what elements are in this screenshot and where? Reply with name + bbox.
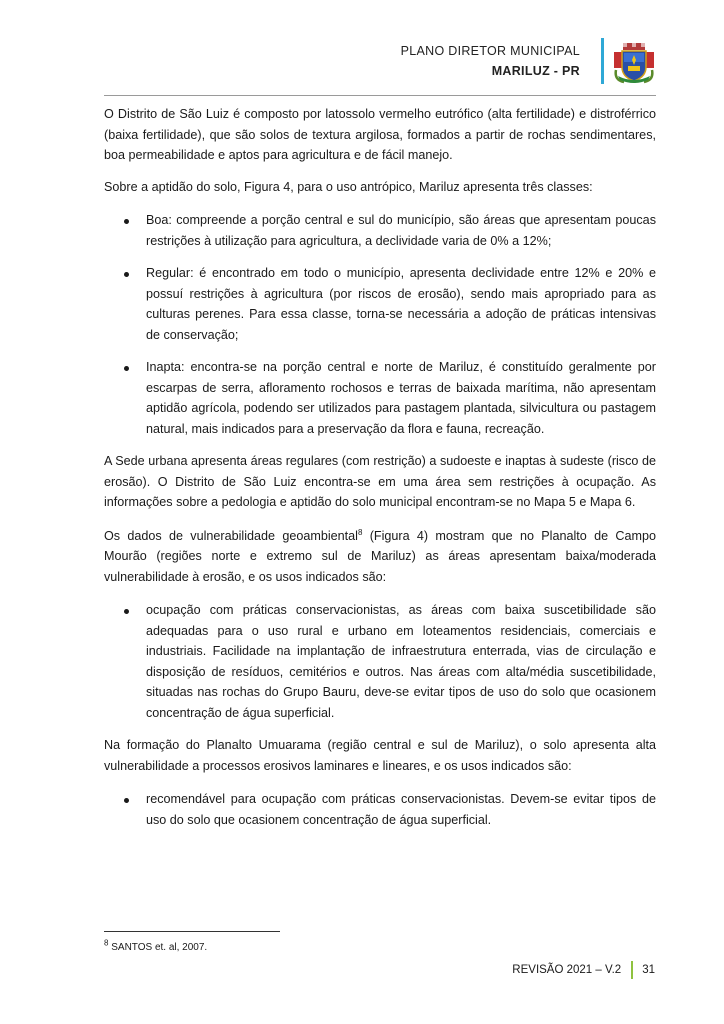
list-item: [104, 789, 656, 830]
paragraph-soil-aptitude-intro: Sobre a aptidão do solo, Figura 4, para o uso antrópico, Mariluz apresenta três classes:: [104, 179, 593, 194]
header-divider: [104, 95, 656, 96]
page-number: 31: [642, 964, 655, 976]
footnote-reference[interactable]: 8: [357, 527, 363, 537]
aptitude-classes-list: [104, 210, 656, 439]
campo-mourao-uses-list: [104, 600, 656, 723]
list-item: [104, 600, 656, 723]
bullet-icon: [124, 609, 129, 614]
list-item: [104, 357, 656, 439]
list-item-text: Inapta: encontra-se na porção central e norte de Mariluz, é constituído geralmente por escarpas de serra, afloramento rochosos e terras de baixada marítima, não apresentam aptidão agrícola, podendo ser utilizados para pastagem plantada, silvicultura ou pastagem natural, mais indicados para a preservação da flora e fauna, recreação.: [146, 360, 656, 436]
paragraph-sao-luiz-soils: O Distrito de São Luiz é composto por latossolo vermelho eutrófico (alta fertilidade) e distroférrico (baixa fertilidade), que são solos de textura argilosa, formados a partir de rochas sendimentares, boa permeabilidade e aptos para agricultura e de fácil manejo.: [104, 107, 656, 162]
list-item: [104, 210, 656, 251]
bullet-icon: [124, 366, 129, 371]
revision-label: REVISÃO 2021 – V.2: [512, 964, 622, 976]
footnote: [104, 938, 208, 953]
paragraph-text-start: Os dados de vulnerabilidade geoambiental: [104, 528, 358, 543]
municipal-coat-of-arms-icon: [612, 40, 656, 84]
document-body: [104, 104, 656, 842]
bullet-icon: [124, 219, 129, 224]
header-municipality: MARILUZ - PR: [491, 64, 580, 78]
list-item-text: recomendável para ocupação com práticas conservacionistas. Devem-se evitar tipos de uso do solo que ocasionem concentração de água superficial.: [146, 792, 656, 827]
list-item-text: ocupação com práticas conservacionistas, as áreas com baixa suscetibilidade são adequadas para o uso rural e urbano em loteamentos residenciais, comerciais e industriais. Facilidade na implantação de infraestrutura enterrada, vias de circulação e disposição de resíduos, cemitérios e outros. Nas áreas com alta/média suscetibilidade, situadas nas rochas do Grupo Bauru, deve-se evitar tipos de uso do solo que ocasionem concentração de água superficial.: [146, 603, 656, 720]
bullet-icon: [124, 272, 129, 277]
page-footer: [512, 961, 655, 979]
footer-separator: [631, 961, 633, 979]
paragraph-geoenvironmental-vulnerability: [104, 526, 656, 588]
header-document-title: PLANO DIRETOR MUNICIPAL: [400, 44, 580, 58]
list-item: [104, 263, 656, 345]
footnote-divider: [104, 931, 280, 932]
list-item-text: Boa: compreende a porção central e sul do município, são áreas que apresentam poucas restrições à utilização para agricultura, a declividade varia de 0% a 12%;: [146, 213, 656, 248]
page-header: [104, 38, 656, 96]
bullet-icon: [124, 798, 129, 803]
paragraph-urban-seat: A Sede urbana apresenta áreas regulares (com restrição) a sudoeste e inaptas à sudeste (risco de erosão). O Distrito de São Luiz encontra-se em uma área sem restrições à ocupação. As informações sobre a pedologia e aptidão do solo municipal encontram-se no Mapa 5 e Mapa 6.: [104, 454, 656, 509]
footnote-text: SANTOS et. al, 2007.: [108, 942, 208, 953]
header-title-block: [401, 44, 580, 78]
paragraph-umuarama-plateau: Na formação do Planalto Umuarama (região central e sul de Mariluz), o solo apresenta alta vulnerabilidade a processos erosivos laminares e lineares, e os usos indicados são:: [104, 738, 656, 773]
list-item-text: Regular: é encontrado em todo o município, apresenta declividade entre 12% e 20% e possuí restrições à agricultura (por riscos de erosão), sendo mais apropriado para as culturas perenes. Para essa classe, torna-se necessária a adoção de práticas intensivas de conservação;: [146, 266, 656, 342]
footnote-marker: 8: [104, 938, 109, 948]
paragraph-text-end: (Figura 4) mostram que no Planalto de Campo Mourão (regiões norte e extremo sul de Mariluz) as áreas apresentam baixa/moderada vulnerabilidade à erosão, e os usos indicados são:: [104, 528, 656, 584]
umuarama-uses-list: [104, 789, 656, 830]
header-accent-bar: [601, 38, 604, 84]
